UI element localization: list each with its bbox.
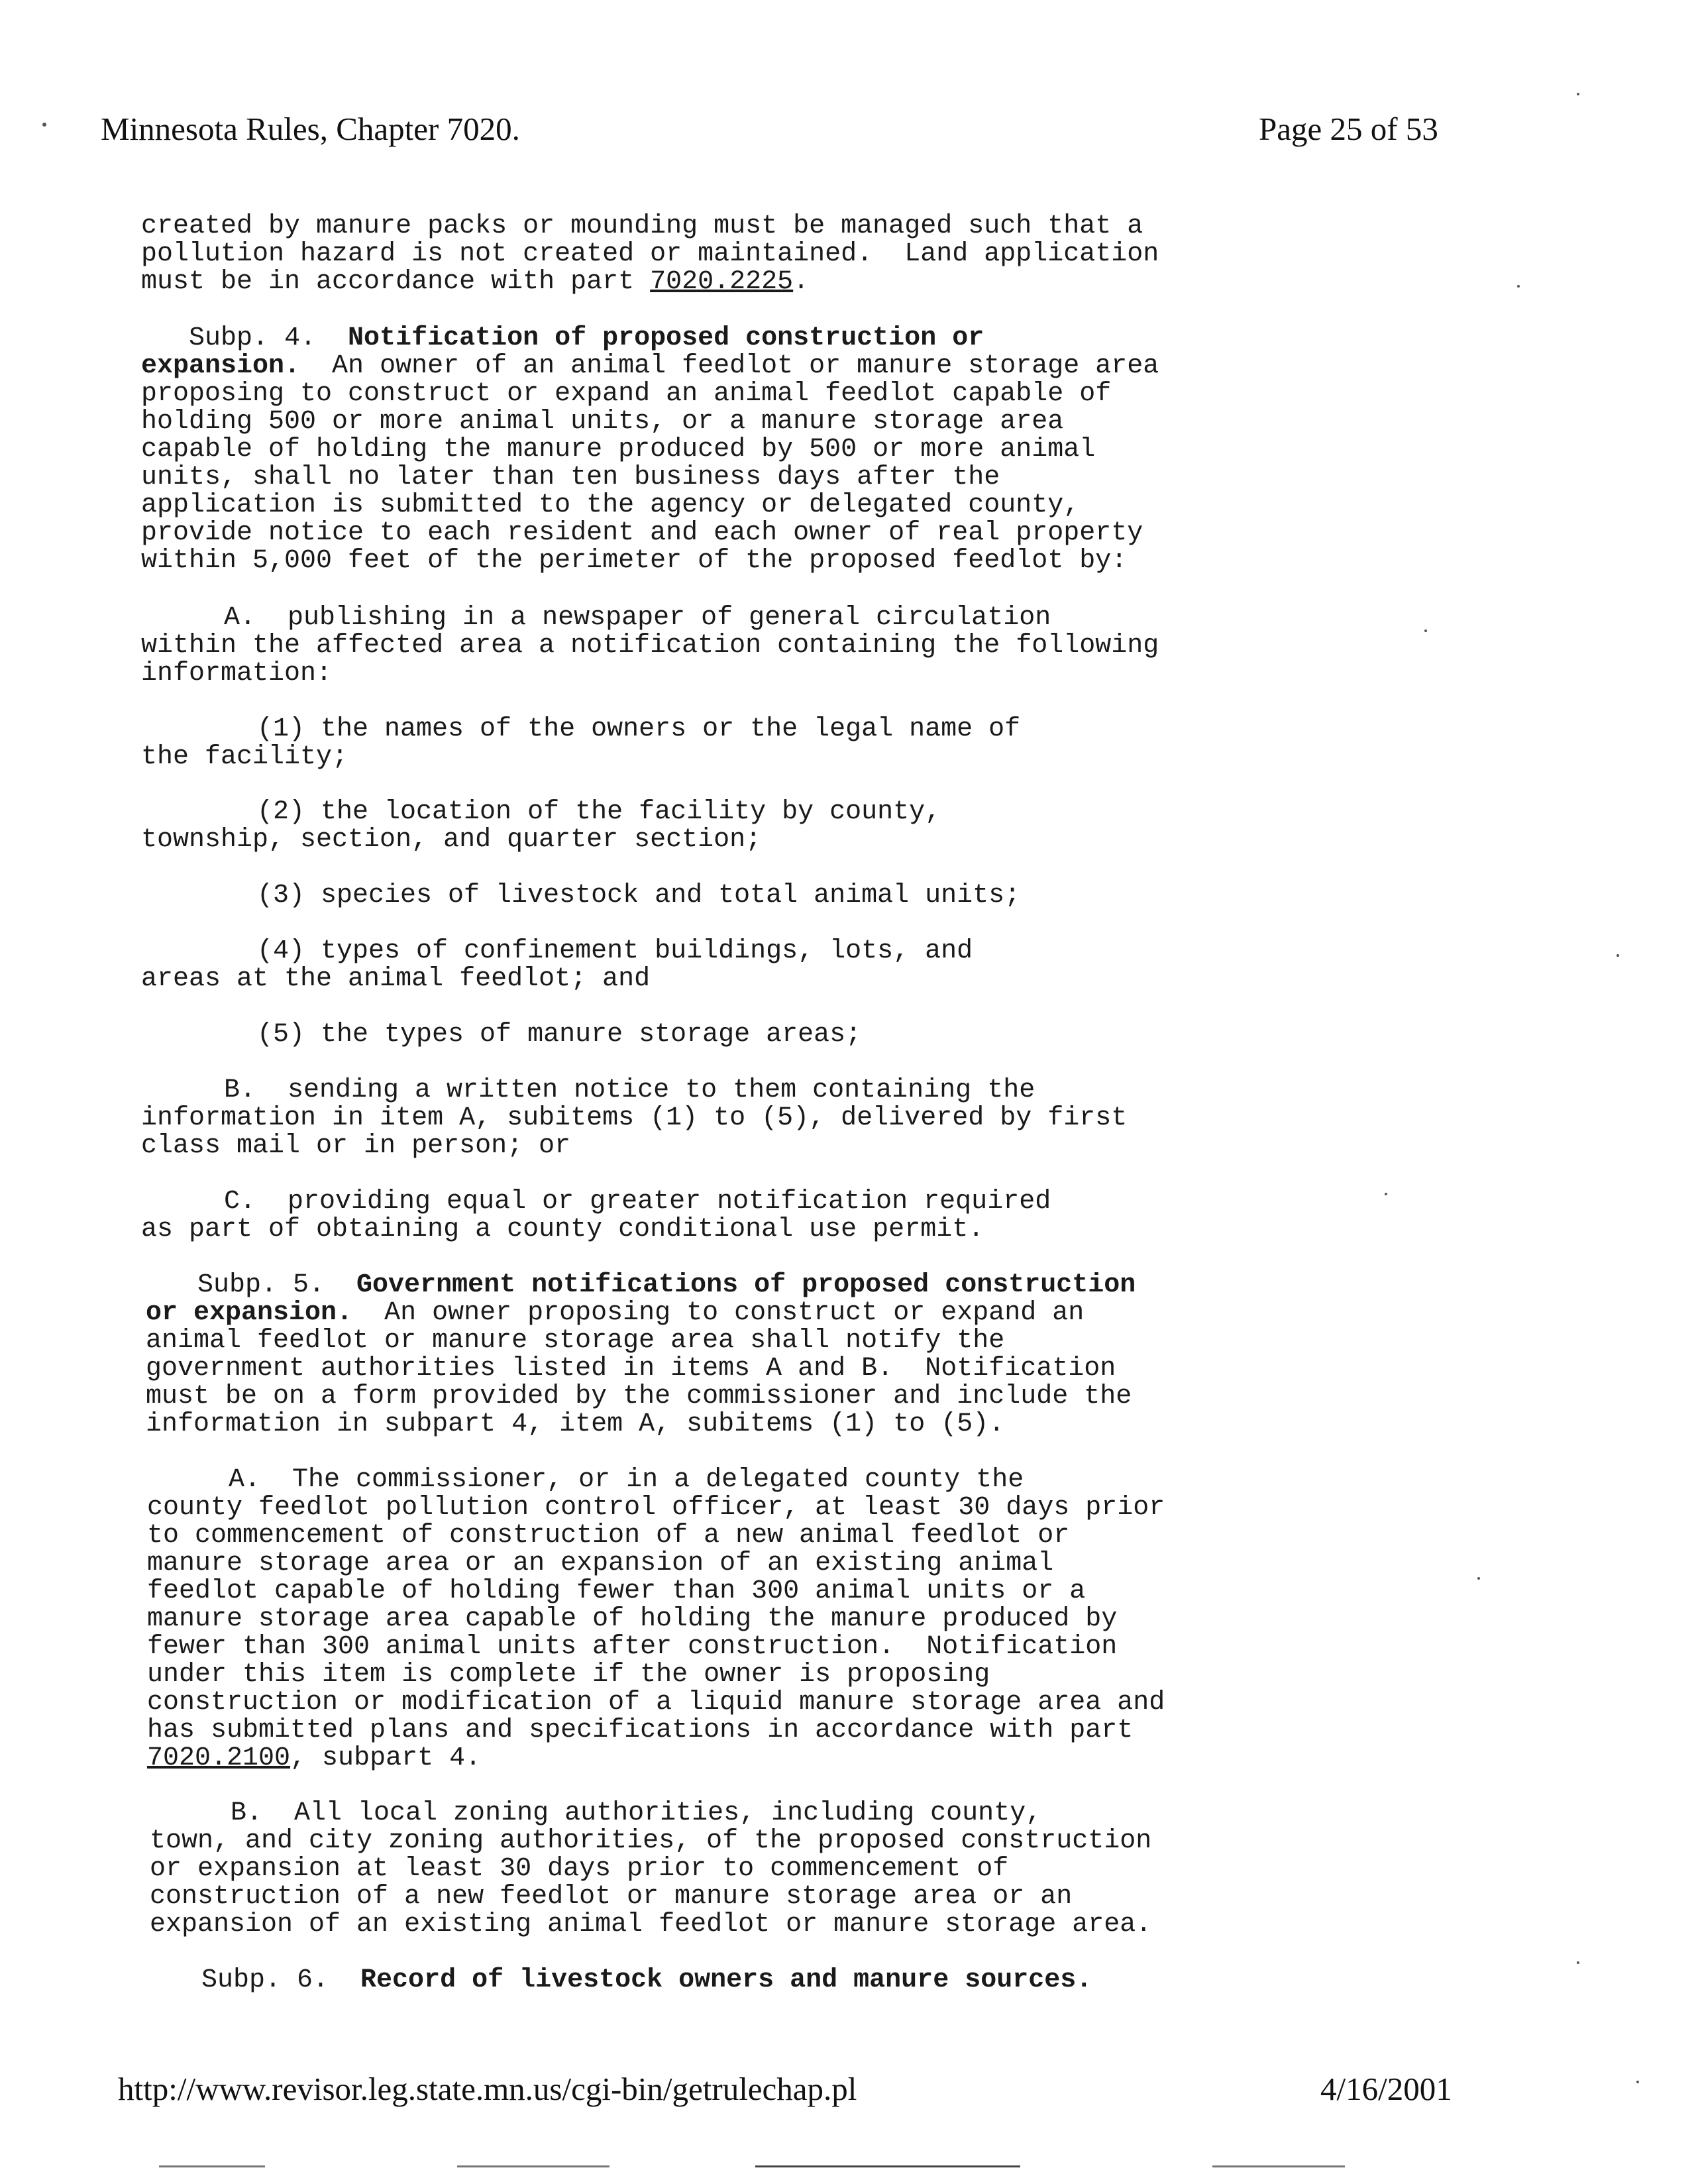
text-line: animal feedlot or manure storage area shall notify the bbox=[146, 1326, 1005, 1356]
scan-speck bbox=[1616, 954, 1619, 957]
text-line: B. sending a written notice to them containing the bbox=[224, 1075, 1035, 1105]
subp4-title: Notification of proposed construction or bbox=[348, 323, 984, 353]
text-line: under this item is complete if the owner is proposing bbox=[147, 1660, 990, 1690]
text-line: town, and city zoning authorities, of the proposed construction bbox=[150, 1826, 1152, 1856]
text-segment: An owner proposing to construct or expand an bbox=[352, 1298, 1085, 1328]
footer-url: http://www.revisor.leg.state.mn.us/cgi-bin/getrulechap.pl bbox=[118, 2071, 857, 2107]
subp6-title: Record of livestock owners and manure sources. bbox=[360, 1965, 1092, 1995]
text-line: fewer than 300 animal units after construction. Notification bbox=[147, 1632, 1118, 1662]
text-line: proposing to construct or expand an animal feedlot capable of bbox=[141, 379, 1112, 409]
text-line: within 5,000 feet of the perimeter of the proposed feedlot by: bbox=[141, 546, 1128, 576]
text-line: expansion of an existing animal feedlot or manure storage area. bbox=[150, 1910, 1152, 1939]
text-line: the facility; bbox=[141, 742, 348, 772]
text-line bbox=[141, 268, 809, 296]
text-line bbox=[147, 1745, 481, 1773]
text-line: units, shall no later than ten business days after the bbox=[141, 463, 1000, 492]
scan-speck bbox=[42, 123, 46, 127]
text-line: (2) the location of the facility by county, bbox=[257, 797, 941, 827]
text-line: B. All local zoning authorities, including county, bbox=[231, 1798, 1042, 1828]
scan-speck bbox=[1577, 1961, 1579, 1964]
text-segment: . bbox=[793, 267, 810, 297]
text-segment: An owner of an animal feedlot or manure storage area bbox=[300, 351, 1159, 381]
subp6-number: Subp. 6. bbox=[201, 1965, 361, 1995]
text-line: provide notice to each resident and each owner of real property bbox=[141, 518, 1143, 548]
scan-noise bbox=[1212, 2165, 1345, 2167]
text-line: manure storage area capable of holding the manure produced by bbox=[147, 1604, 1118, 1634]
text-line: township, section, and quarter section; bbox=[141, 825, 762, 855]
text-line: construction or modification of a liquid manure storage area and bbox=[147, 1688, 1165, 1718]
header-title: Minnesota Rules, Chapter 7020. bbox=[101, 111, 520, 147]
text-line: county feedlot pollution control officer, at least 30 days prior bbox=[147, 1493, 1165, 1523]
footer-date: 4/16/2001 bbox=[1320, 2071, 1452, 2107]
text-line: has submitted plans and specifications in accordance with part bbox=[147, 1716, 1134, 1745]
subp4-title-cont: expansion. bbox=[141, 351, 301, 381]
scan-speck bbox=[1477, 1577, 1480, 1580]
text-line: pollution hazard is not created or maintained. Land application bbox=[141, 239, 1159, 269]
subp5-title: Government notifications of proposed construction bbox=[356, 1270, 1136, 1300]
text-line: class mail or in person; or bbox=[141, 1131, 571, 1161]
text-line bbox=[146, 1299, 1084, 1327]
text-line: feedlot capable of holding fewer than 300 animal units or a bbox=[147, 1576, 1086, 1606]
text-line: created by manure packs or mounding must be managed such that a bbox=[141, 211, 1143, 241]
text-line: or expansion at least 30 days prior to commencement of bbox=[150, 1854, 1009, 1884]
text-line: government authorities listed in items A and B. Notification bbox=[146, 1354, 1116, 1384]
scan-speck bbox=[1577, 93, 1579, 95]
scan-speck bbox=[1636, 2081, 1639, 2083]
text-line: A. The commissioner, or in a delegated county the bbox=[229, 1465, 1024, 1495]
text-line: holding 500 or more animal units, or a manure storage area bbox=[141, 407, 1064, 437]
text-line bbox=[141, 353, 1159, 380]
text-line: manure storage area or an expansion of an existing animal bbox=[147, 1549, 1054, 1578]
text-line: information in subpart 4, item A, subitems (1) to (5). bbox=[146, 1409, 1005, 1439]
text-line: A. publishing in a newspaper of general circulation bbox=[224, 603, 1051, 633]
subp4-heading bbox=[189, 325, 984, 353]
subp4-number: Subp. 4. bbox=[189, 323, 348, 353]
scan-noise bbox=[159, 2165, 265, 2167]
text-segment: must be in accordance with part bbox=[141, 267, 651, 297]
text-line: application is submitted to the agency or delegated county, bbox=[141, 490, 1080, 520]
scan-speck bbox=[1424, 629, 1427, 632]
scan-speck bbox=[1517, 285, 1520, 288]
header-page-number: Page 25 of 53 bbox=[1259, 111, 1438, 147]
scan-noise bbox=[457, 2165, 610, 2167]
text-line: (4) types of confinement buildings, lots, and bbox=[257, 936, 973, 966]
scan-noise bbox=[755, 2165, 1020, 2167]
subp5-heading bbox=[197, 1272, 1136, 1299]
text-line: construction of a new feedlot or manure storage area or an bbox=[150, 1882, 1073, 1912]
text-line: (1) the names of the owners or the legal name of bbox=[257, 714, 1021, 744]
subp5-title-cont: or expansion. bbox=[146, 1298, 353, 1328]
text-line: information: bbox=[141, 659, 333, 688]
scan-speck bbox=[1385, 1193, 1387, 1195]
text-line: C. providing equal or greater notification required bbox=[224, 1187, 1051, 1217]
part-7020-2100-link[interactable]: 7020.2100 bbox=[147, 1743, 291, 1773]
text-line: within the affected area a notification containing the following bbox=[141, 631, 1159, 661]
text-line: information in item A, subitems (1) to (5), delivered by first bbox=[141, 1103, 1128, 1133]
text-line: must be on a form provided by the commissioner and include the bbox=[146, 1382, 1132, 1411]
text-line: capable of holding the manure produced by 500 or more animal bbox=[141, 435, 1096, 464]
text-line: to commencement of construction of a new animal feedlot or bbox=[147, 1521, 1070, 1551]
part-7020-2225-link[interactable]: 7020.2225 bbox=[650, 267, 794, 297]
text-segment: , subpart 4. bbox=[290, 1743, 482, 1773]
text-line: (5) the types of manure storage areas; bbox=[257, 1020, 862, 1050]
subp5-number: Subp. 5. bbox=[197, 1270, 357, 1300]
text-line: (3) species of livestock and total animal units; bbox=[257, 881, 1021, 910]
text-line: as part of obtaining a county conditional use permit. bbox=[141, 1215, 984, 1244]
subp6-heading bbox=[201, 1967, 1092, 1994]
text-line: areas at the animal feedlot; and bbox=[141, 964, 651, 994]
